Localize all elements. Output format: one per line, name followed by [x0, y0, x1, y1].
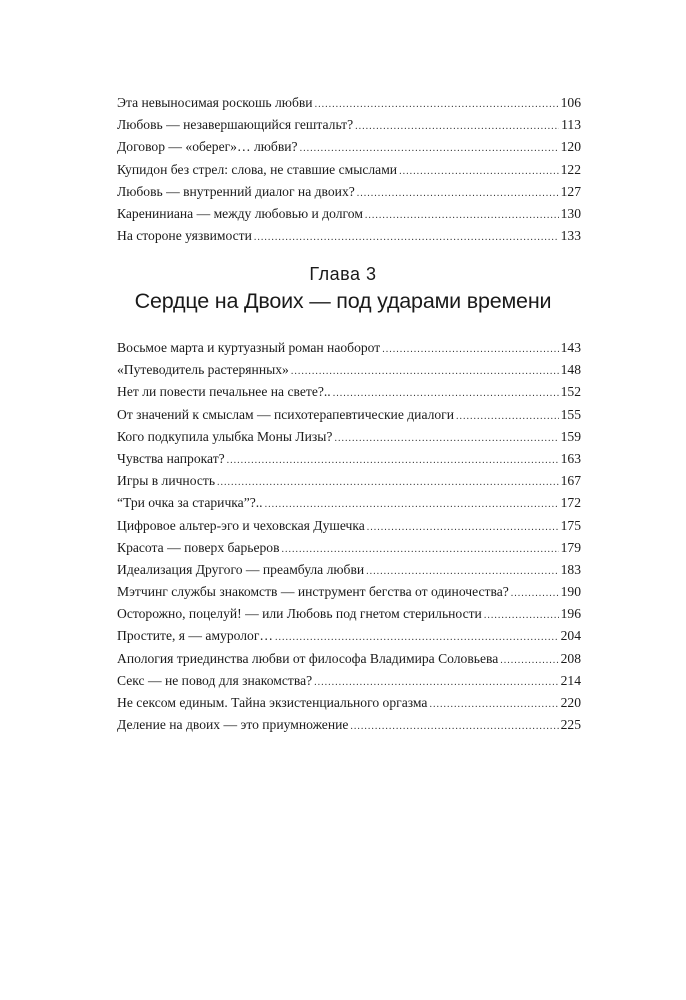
toc-entry-title: Нет ли повести печальнее на свете?..	[117, 384, 331, 400]
toc-entry-page-number: 152	[560, 384, 581, 400]
toc-entry-page-number: 143	[560, 340, 581, 355]
dot-leader	[314, 672, 558, 694]
dot-leader	[265, 494, 559, 516]
toc-entry	[117, 692, 581, 714]
toc-entry-page-number: 148	[560, 362, 581, 378]
toc-entry	[117, 381, 581, 403]
dot-leader	[429, 694, 558, 716]
toc-entry-title: Красота — поверх барьеров	[117, 539, 280, 555]
toc-entry-page-number: 190	[560, 584, 581, 600]
dot-leader	[367, 517, 559, 539]
toc-entry-title: Кого подкупила улыбка Моны Лизы?	[117, 428, 333, 444]
dot-leader	[282, 539, 559, 561]
chapter-label: Глава 3	[309, 264, 377, 284]
toc-entry-page-number: 163	[560, 450, 581, 466]
toc-entry-page-number: 225	[560, 717, 581, 733]
toc-entry-page-number: 127	[560, 183, 581, 199]
dot-leader	[350, 716, 558, 738]
toc-entry	[117, 625, 581, 647]
toc-entry-title: Простите, я — амуролог…	[117, 628, 274, 644]
dot-leader	[484, 605, 559, 627]
toc-entry	[117, 492, 581, 514]
toc-entry	[117, 559, 581, 581]
toc-entry-page-number: 208	[560, 650, 581, 666]
dot-leader	[382, 339, 558, 361]
toc-entry-page-number: 113	[561, 117, 581, 133]
dot-leader	[456, 406, 559, 428]
toc-entry	[117, 648, 581, 670]
toc-entry-page-number: 122	[560, 161, 581, 177]
toc-entry-page-number: 179	[560, 539, 581, 555]
toc-entry	[117, 92, 581, 114]
toc-entry-title: «Путеводитель растерянных»	[117, 362, 289, 378]
toc-entry-page-number: 175	[560, 517, 581, 533]
toc-entry-title: Договор — «оберег»… любви?	[117, 139, 298, 155]
toc-entry-title: Игры в личность	[117, 473, 216, 489]
dot-leader	[291, 361, 559, 383]
toc-section-chapter-3	[117, 337, 581, 736]
toc-entry-title: Любовь — незавершающийся гештальт?	[117, 117, 354, 133]
toc-entry-page-number: 133	[560, 228, 581, 244]
toc-entry-page-number: 120	[560, 139, 581, 155]
toc-entry-title: Купидон без стрел: слова, не ставшие смыслами	[117, 161, 398, 177]
toc-entry-title: Восьмое марта и куртуазный роман наоборот	[117, 340, 381, 355]
toc-entry-page-number: 167	[560, 473, 581, 489]
toc-entry	[117, 581, 581, 603]
toc-entry-page-number: 130	[560, 205, 581, 221]
chapter-header	[0, 262, 686, 316]
toc-entry	[117, 159, 581, 181]
toc-entry	[117, 515, 581, 537]
toc-entry-title: На стороне уязвимости	[117, 228, 252, 244]
toc-entry-page-number: 196	[560, 606, 581, 622]
toc-entry-title: Любовь — внутренний диалог на двоих?	[117, 183, 355, 199]
dot-leader	[355, 116, 559, 138]
dot-leader	[334, 428, 558, 450]
dot-leader	[333, 383, 559, 405]
dot-leader	[511, 583, 559, 605]
toc-entry	[117, 203, 581, 225]
toc-entry	[117, 136, 581, 158]
toc-entry-page-number: 214	[560, 672, 581, 688]
toc-entry-title: Эта невыносимая роскошь любви	[117, 95, 313, 110]
toc-entry	[117, 448, 581, 470]
dot-leader	[365, 205, 559, 227]
dot-leader	[227, 450, 559, 472]
toc-entry-title: Секс — не повод для знакомства?	[117, 672, 313, 688]
toc-entry-title: Чувства напрокат?	[117, 450, 225, 466]
toc-entry-title: Цифровое альтер-эго и чеховская Душечка	[117, 517, 365, 533]
dot-leader	[254, 227, 559, 249]
toc-entry-title: “Три очка за старичка”?..	[117, 495, 263, 511]
toc-entry	[117, 537, 581, 559]
dot-leader	[275, 627, 559, 649]
toc-entry-title: От значений к смыслам — психотерапевтические диалоги	[117, 406, 455, 422]
toc-entry-title: Осторожно, поцелуй! — или Любовь под гнетом стерильности	[117, 606, 482, 622]
chapter-title: Сердце на Двоих — под ударами времени	[134, 289, 552, 313]
toc-entry-page-number: 183	[560, 561, 581, 577]
dot-leader	[366, 561, 558, 583]
toc-entry	[117, 181, 581, 203]
toc-section-previous-chapter	[117, 92, 581, 247]
dot-leader	[357, 183, 559, 205]
toc-entry	[117, 225, 581, 247]
toc-entry-title: Каренинианa — между любовью и долгом	[117, 205, 363, 221]
toc-entry-page-number: 220	[560, 695, 581, 710]
toc-entry-page-number: 106	[560, 95, 581, 110]
toc-entry	[117, 714, 581, 736]
dot-leader	[300, 138, 559, 160]
toc-entry	[117, 359, 581, 381]
toc-entry-title: Деление на двоих — это приумножение	[117, 717, 349, 733]
toc-entry-title: Не сексом единым. Тайна экзистенциального оргазма	[117, 695, 428, 710]
toc-entry	[117, 670, 581, 692]
toc-entry-page-number: 204	[560, 628, 581, 644]
toc-entry-title: Мэтчинг службы знакомств — инструмент бегства от одиночества?	[117, 584, 509, 600]
toc-entry	[117, 470, 581, 492]
toc-entry-page-number: 159	[560, 428, 581, 444]
dot-leader	[315, 94, 559, 116]
dot-leader	[399, 161, 559, 183]
dot-leader	[500, 650, 558, 672]
toc-entry-title: Идеализация Другого — преамбула любви	[117, 561, 365, 577]
toc-entry	[117, 337, 581, 359]
toc-entry	[117, 426, 581, 448]
toc-entry-page-number: 155	[560, 406, 581, 422]
toc-entry	[117, 114, 581, 136]
toc-entry	[117, 603, 581, 625]
toc-entry	[117, 404, 581, 426]
dot-leader	[217, 472, 559, 494]
toc-entry-page-number: 172	[560, 495, 581, 511]
toc-entry-title: Апология триединства любви от философа Владимира Соловьева	[117, 650, 499, 666]
